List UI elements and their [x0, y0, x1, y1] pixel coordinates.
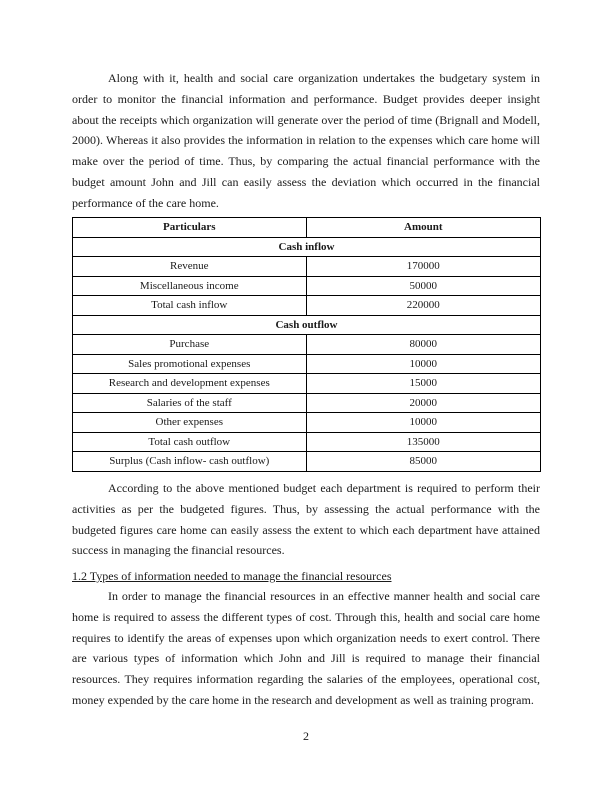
section-label-cash-inflow: Cash inflow	[73, 237, 541, 257]
table-header-row	[73, 218, 541, 238]
amount-cell: 220000	[306, 296, 540, 316]
intro-paragraph: Along with it, health and social care organization undertakes the budgetary system in order to monitor the financial information and performance. Budget provides deeper insight about the receipts which organization will generate over the period of time (Brignall and Modell, 2000). Whereas it also provides the information in relation to the expenses which care home will make over the period of time. Thus, by comparing the actual financial performance with the budget amount John and Jill can easily assess the deviation which occurred in the financial performance of the care home.	[72, 71, 540, 210]
budget-explanation-paragraph: According to the above mentioned budget each department is required to perform their activities as per the budgeted figures. Thus, by assessing the actual performance with the budgeted figures care home can easily assess the extent to which each department have attained success in managing the financial resources.	[72, 481, 540, 558]
particular-cell: Purchase	[73, 335, 307, 355]
particular-cell: Total cash inflow	[73, 296, 307, 316]
header-particulars: Particulars	[73, 218, 307, 238]
information-types-paragraph: In order to manage the financial resources in an effective manner health and social care home is required to assess the different types of cost. Through this, health and social care home requires to identify the areas of expenses upon which organization needs to exert control. There are various types of information which John and Jill is required to manage their financial resources. They requires information regarding the salaries of the employees, operational cost, money expended by the care home in the research and development as well as training program.	[72, 589, 540, 707]
amount-cell: 20000	[306, 393, 540, 413]
particular-cell: Sales promotional expenses	[73, 354, 307, 374]
amount-cell: 50000	[306, 276, 540, 296]
table-row	[73, 335, 541, 355]
particular-cell: Miscellaneous income	[73, 276, 307, 296]
table-row	[73, 296, 541, 316]
amount-cell: 10000	[306, 413, 540, 433]
amount-cell: 170000	[306, 257, 540, 277]
section-heading: 1.2 Types of information needed to manage the financial resources	[72, 569, 392, 583]
particular-cell: Research and development expenses	[73, 374, 307, 394]
particular-cell: Surplus (Cash inflow- cash outflow)	[73, 452, 307, 472]
section-row-cash-inflow	[73, 237, 541, 257]
table-row	[73, 452, 541, 472]
table-row	[73, 393, 541, 413]
table-row	[73, 432, 541, 452]
amount-cell: 15000	[306, 374, 540, 394]
particular-cell: Other expenses	[73, 413, 307, 433]
particular-cell: Revenue	[73, 257, 307, 277]
budget-table	[72, 217, 541, 472]
table-row	[73, 413, 541, 433]
amount-cell: 85000	[306, 452, 540, 472]
page-number: 2	[303, 729, 309, 743]
header-amount: Amount	[306, 218, 540, 238]
table-row	[73, 276, 541, 296]
table-row	[73, 374, 541, 394]
table-row	[73, 257, 541, 277]
amount-cell: 80000	[306, 335, 540, 355]
particular-cell: Salaries of the staff	[73, 393, 307, 413]
particular-cell: Total cash outflow	[73, 432, 307, 452]
section-label-cash-outflow: Cash outflow	[73, 315, 541, 335]
amount-cell: 135000	[306, 432, 540, 452]
amount-cell: 10000	[306, 354, 540, 374]
table-row	[73, 354, 541, 374]
section-row-cash-outflow	[73, 315, 541, 335]
